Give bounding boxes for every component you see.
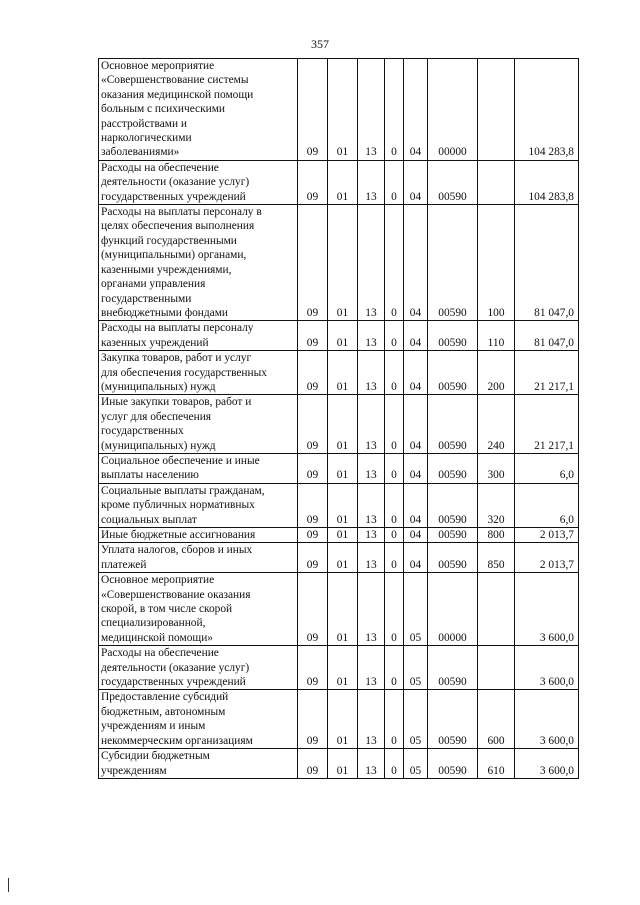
item-name-line: скорой, в том числе скорой <box>101 603 233 616</box>
item-name-line: государственных <box>101 425 184 438</box>
expense-type-cell: 200 <box>478 351 515 395</box>
item-name-line: Иные закупки товаров, работ и <box>101 396 252 409</box>
expense-type-cell <box>478 160 515 204</box>
item-name-line: расстройствами и <box>101 117 188 130</box>
item-name-line: казенных учреждений <box>101 336 209 349</box>
expense-type-cell: 850 <box>478 543 515 573</box>
subsection-code-cell: 01 <box>328 690 358 749</box>
subprogram-code-cell: 0 <box>385 483 404 527</box>
section-code-cell: 09 <box>298 749 328 779</box>
expense-type-cell: 320 <box>478 483 515 527</box>
item-name-line: кроме публичных нормативных <box>101 499 255 512</box>
activity-code-cell: 04 <box>404 395 428 454</box>
direction-code-cell: 00000 <box>428 59 478 161</box>
subsection-code-cell: 01 <box>328 321 358 351</box>
subsection-code-cell: 01 <box>328 483 358 527</box>
table-row <box>99 160 579 204</box>
item-name-line: заболеваниями» <box>101 146 180 159</box>
item-name-line: целях обеспечения выполнения <box>101 220 255 233</box>
subprogram-code-cell: 0 <box>385 690 404 749</box>
item-name-line: Социальное обеспечение и иные <box>101 454 260 467</box>
direction-code-cell: 00590 <box>428 351 478 395</box>
section-code-cell: 09 <box>298 160 328 204</box>
subsection-code-cell: 01 <box>328 543 358 573</box>
program-code-cell: 13 <box>358 453 385 483</box>
item-name-cell <box>99 160 298 204</box>
program-code-cell: 13 <box>358 351 385 395</box>
item-name-line: оказания медицинской помощи <box>101 88 254 101</box>
item-name-line: для обеспечения государственных <box>101 366 267 379</box>
program-code-cell: 13 <box>358 749 385 779</box>
item-name-cell <box>99 395 298 454</box>
item-name-line: внебюджетными фондами <box>101 306 229 319</box>
item-name-line: государственных учреждений <box>101 676 246 689</box>
activity-code-cell: 04 <box>404 453 428 483</box>
item-name-cell <box>99 59 298 161</box>
item-name-line: Социальные выплаты гражданам, <box>101 484 265 497</box>
amount-cell: 6,0 <box>515 453 579 483</box>
item-name-line: «Совершенствование системы <box>101 74 249 87</box>
amount-cell: 104 283,8 <box>515 59 579 161</box>
program-code-cell: 13 <box>358 483 385 527</box>
item-name-line: Субсидии бюджетным <box>101 750 210 763</box>
activity-code-cell: 05 <box>404 749 428 779</box>
direction-code-cell: 00590 <box>428 395 478 454</box>
direction-code-cell: 00590 <box>428 749 478 779</box>
amount-cell: 3 600,0 <box>515 690 579 749</box>
budget-table <box>98 58 579 779</box>
item-name-cell <box>99 646 298 690</box>
activity-code-cell: 04 <box>404 205 428 321</box>
item-name-cell <box>99 543 298 573</box>
subprogram-code-cell: 0 <box>385 321 404 351</box>
item-name-line: функций государственными <box>101 234 237 247</box>
item-name-line: специализированной, <box>101 617 206 630</box>
amount-cell: 2 013,7 <box>515 543 579 573</box>
item-name-line: платежей <box>101 558 147 571</box>
direction-code-cell: 00000 <box>428 573 478 646</box>
section-code-cell: 09 <box>298 351 328 395</box>
amount-cell: 6,0 <box>515 483 579 527</box>
activity-code-cell: 04 <box>404 528 428 543</box>
item-name-line: наркологическими <box>101 132 192 145</box>
subsection-code-cell: 01 <box>328 749 358 779</box>
amount-cell: 81 047,0 <box>515 321 579 351</box>
direction-code-cell: 00590 <box>428 690 478 749</box>
subprogram-code-cell: 0 <box>385 453 404 483</box>
activity-code-cell: 05 <box>404 646 428 690</box>
item-name-line: Основное мероприятие <box>101 60 215 72</box>
amount-cell: 81 047,0 <box>515 205 579 321</box>
table-row <box>99 351 579 395</box>
item-name-line: Иные бюджетные ассигнования <box>101 529 256 541</box>
program-code-cell: 13 <box>358 690 385 749</box>
expense-type-cell: 240 <box>478 395 515 454</box>
item-name-line: социальных выплат <box>101 513 197 526</box>
direction-code-cell: 00590 <box>428 543 478 573</box>
subprogram-code-cell: 0 <box>385 59 404 161</box>
expense-type-cell: 100 <box>478 205 515 321</box>
item-name-cell <box>99 483 298 527</box>
activity-code-cell: 04 <box>404 321 428 351</box>
table-row <box>99 646 579 690</box>
item-name-cell <box>99 528 298 543</box>
amount-cell: 21 217,1 <box>515 351 579 395</box>
program-code-cell: 13 <box>358 321 385 351</box>
direction-code-cell: 00590 <box>428 205 478 321</box>
item-name-cell <box>99 690 298 749</box>
item-name-line: деятельности (оказание услуг) <box>101 176 250 189</box>
program-code-cell: 13 <box>358 646 385 690</box>
amount-cell: 104 283,8 <box>515 160 579 204</box>
item-name-line: Расходы на выплаты персоналу в <box>101 206 262 219</box>
item-name-line: Закупка товаров, работ и услуг <box>101 352 252 365</box>
direction-code-cell: 00590 <box>428 483 478 527</box>
subprogram-code-cell: 0 <box>385 646 404 690</box>
program-code-cell: 13 <box>358 395 385 454</box>
item-name-cell <box>99 321 298 351</box>
table-row <box>99 453 579 483</box>
section-code-cell: 09 <box>298 543 328 573</box>
item-name-line: услуг для обеспечения <box>101 410 212 423</box>
item-name-line: (муниципальными) органами, <box>101 249 247 262</box>
table-row <box>99 573 579 646</box>
activity-code-cell: 04 <box>404 59 428 161</box>
amount-cell: 3 600,0 <box>515 646 579 690</box>
subprogram-code-cell: 0 <box>385 351 404 395</box>
subprogram-code-cell: 0 <box>385 160 404 204</box>
table-row <box>99 690 579 749</box>
section-code-cell: 09 <box>298 528 328 543</box>
expense-type-cell: 600 <box>478 690 515 749</box>
item-name-line: больным с психическими <box>101 103 226 116</box>
section-code-cell: 09 <box>298 395 328 454</box>
item-name-line: государственными <box>101 292 192 305</box>
table-row <box>99 395 579 454</box>
direction-code-cell: 00590 <box>428 160 478 204</box>
activity-code-cell: 05 <box>404 690 428 749</box>
section-code-cell: 09 <box>298 573 328 646</box>
expense-type-cell <box>478 573 515 646</box>
expense-type-cell: 800 <box>478 528 515 543</box>
table-row <box>99 749 579 779</box>
item-name-line: органами управления <box>101 278 206 291</box>
activity-code-cell: 05 <box>404 573 428 646</box>
subsection-code-cell: 01 <box>328 205 358 321</box>
subsection-code-cell: 01 <box>328 528 358 543</box>
table-row <box>99 205 579 321</box>
activity-code-cell: 04 <box>404 351 428 395</box>
item-name-cell <box>99 573 298 646</box>
table-row <box>99 483 579 527</box>
budget-body <box>99 59 579 779</box>
section-code-cell: 09 <box>298 59 328 161</box>
section-code-cell: 09 <box>298 453 328 483</box>
item-name-line: Предоставление субсидий <box>101 691 229 704</box>
subsection-code-cell: 01 <box>328 59 358 161</box>
section-code-cell: 09 <box>298 205 328 321</box>
direction-code-cell: 00590 <box>428 321 478 351</box>
direction-code-cell: 00590 <box>428 528 478 543</box>
subsection-code-cell: 01 <box>328 646 358 690</box>
subsection-code-cell: 01 <box>328 351 358 395</box>
program-code-cell: 13 <box>358 59 385 161</box>
item-name-line: (муниципальных) нужд <box>101 380 216 393</box>
item-name-cell <box>99 351 298 395</box>
table-row <box>99 543 579 573</box>
amount-cell: 2 013,7 <box>515 528 579 543</box>
item-name-line: медицинской помощи» <box>101 631 213 644</box>
item-name-line: учреждениям и иным <box>101 720 206 733</box>
item-name-cell <box>99 205 298 321</box>
table-row <box>99 59 579 161</box>
item-name-line: выплаты населению <box>101 469 199 482</box>
table-row <box>99 321 579 351</box>
amount-cell: 3 600,0 <box>515 749 579 779</box>
item-name-line: учреждениям <box>101 764 167 777</box>
item-name-line: бюджетным, автономным <box>101 705 226 718</box>
item-name-cell <box>99 453 298 483</box>
item-name-line: государственных учреждений <box>101 190 246 203</box>
subprogram-code-cell: 0 <box>385 395 404 454</box>
item-name-line: деятельности (оказание услуг) <box>101 661 250 674</box>
page-number: 357 <box>311 37 329 51</box>
item-name-line: Расходы на обеспечение <box>101 647 219 660</box>
direction-code-cell: 00590 <box>428 646 478 690</box>
item-name-line: казенными учреждениями, <box>101 263 232 276</box>
program-code-cell: 13 <box>358 573 385 646</box>
activity-code-cell: 04 <box>404 483 428 527</box>
section-code-cell: 09 <box>298 321 328 351</box>
item-name-line: Расходы на обеспечение <box>101 161 219 174</box>
section-code-cell: 09 <box>298 690 328 749</box>
activity-code-cell: 04 <box>404 543 428 573</box>
amount-cell: 3 600,0 <box>515 573 579 646</box>
expense-type-cell: 610 <box>478 749 515 779</box>
item-name-cell <box>99 749 298 779</box>
item-name-line: (муниципальных) нужд <box>101 439 216 452</box>
subsection-code-cell: 01 <box>328 395 358 454</box>
subprogram-code-cell: 0 <box>385 543 404 573</box>
subprogram-code-cell: 0 <box>385 749 404 779</box>
subprogram-code-cell: 0 <box>385 205 404 321</box>
item-name-line: Расходы на выплаты персоналу <box>101 322 254 335</box>
subsection-code-cell: 01 <box>328 573 358 646</box>
expense-type-cell: 110 <box>478 321 515 351</box>
program-code-cell: 13 <box>358 160 385 204</box>
item-name-line: «Совершенствование оказания <box>101 588 251 601</box>
subsection-code-cell: 01 <box>328 160 358 204</box>
subsection-code-cell: 01 <box>328 453 358 483</box>
amount-cell: 21 217,1 <box>515 395 579 454</box>
item-name-line: некоммерческим организациям <box>101 734 253 747</box>
activity-code-cell: 04 <box>404 160 428 204</box>
item-name-line: Основное мероприятие <box>101 574 215 587</box>
section-code-cell: 09 <box>298 483 328 527</box>
program-code-cell: 13 <box>358 528 385 543</box>
expense-type-cell: 300 <box>478 453 515 483</box>
subprogram-code-cell: 0 <box>385 573 404 646</box>
expense-type-cell <box>478 646 515 690</box>
program-code-cell: 13 <box>358 205 385 321</box>
section-code-cell: 09 <box>298 646 328 690</box>
subprogram-code-cell: 0 <box>385 528 404 543</box>
table-row <box>99 528 579 543</box>
margin-mark <box>8 878 9 892</box>
item-name-line: Уплата налогов, сборов и иных <box>101 544 253 557</box>
expense-type-cell <box>478 59 515 161</box>
direction-code-cell: 00590 <box>428 453 478 483</box>
program-code-cell: 13 <box>358 543 385 573</box>
